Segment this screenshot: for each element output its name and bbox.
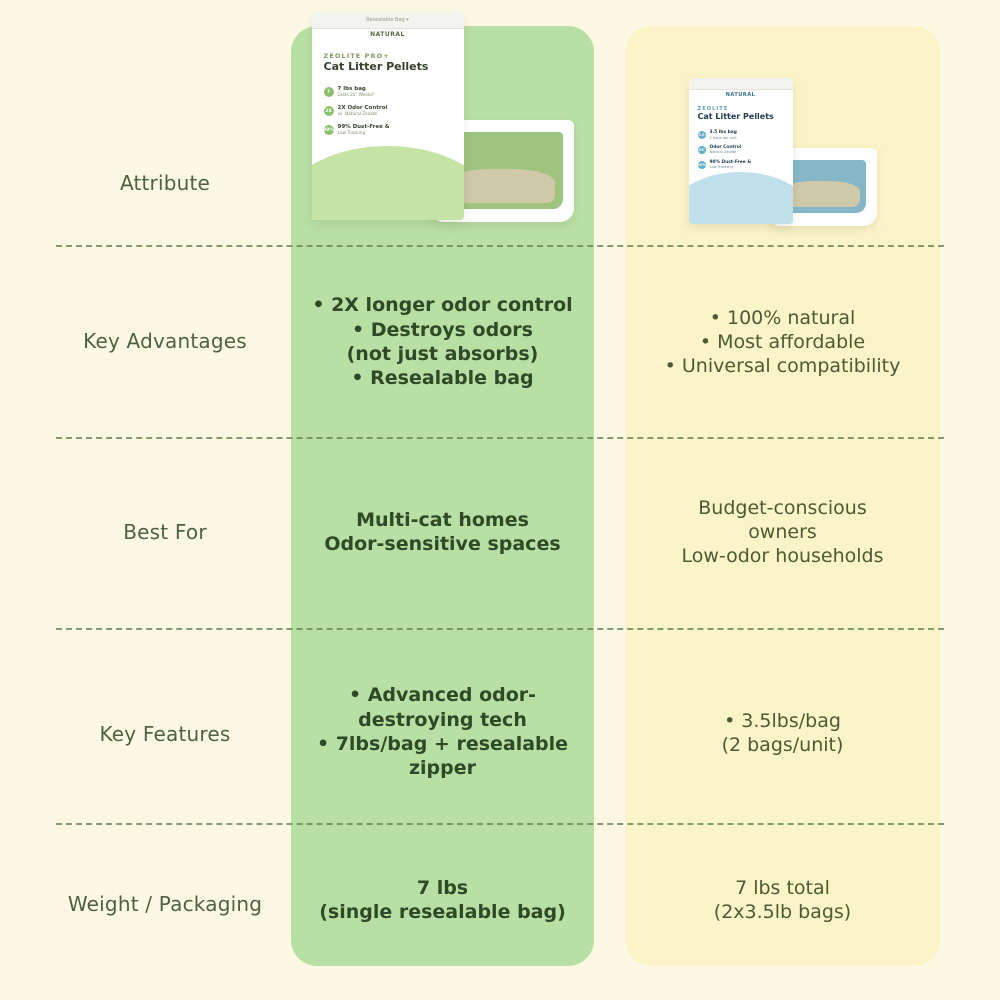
primary-advantage-line-4: • Resealable bag (351, 367, 534, 390)
bag-swoosh-green (312, 146, 464, 220)
bullet-title: 2X Odor Control (337, 105, 388, 112)
primary-bag-bullets (324, 86, 390, 137)
row-label-key-features: Key Features (99, 722, 231, 746)
resealable-tab-label: Resealable Bag ▾ (312, 12, 464, 29)
primary-feature-line-1: • Advanced odor- (348, 684, 537, 707)
row-label-best-for: Best For (123, 520, 207, 544)
badge-icon: 90% (697, 162, 706, 167)
secondary-bag-bullets (698, 130, 752, 170)
bullet-title: 7 lbs bag (337, 86, 366, 92)
product-name: Cat Litter Pellets (323, 60, 429, 73)
secondary-best-for-line-2: owners (748, 520, 817, 543)
bullet-title: 90% Dust-Free & (709, 159, 752, 165)
bag-swoosh-blue (689, 172, 793, 224)
bullet-sub: vs. Natural Zeolite (337, 112, 378, 118)
secondary-best-for (625, 486, 940, 578)
bag-bullet (698, 160, 752, 170)
secondary-bag-title-block (698, 106, 774, 121)
bullet-sub: Low Tracking (709, 165, 733, 170)
product-name: Cat Litter Pellets (697, 112, 774, 121)
bag-top-seal (689, 78, 793, 90)
litter-pellets (448, 169, 555, 203)
primary-advantage-line-1: • 2X longer odor control (312, 294, 573, 317)
brand-logo: NATURAL (370, 31, 405, 38)
secondary-best-for-line-1: Budget-conscious (698, 496, 867, 519)
row-label-attribute: Attribute (119, 171, 211, 195)
badge-icon: 99% (324, 125, 334, 135)
badge-icon: 2X (324, 106, 334, 116)
primary-key-advantages (291, 286, 594, 398)
brand-logo: NATURAL (725, 92, 756, 98)
secondary-feature-line-1: • 3.5lbs/bag (724, 709, 841, 732)
bag-bullet (698, 130, 752, 140)
primary-weight-line-2: (single resealable bag) (319, 901, 566, 923)
bullet-title: Odor Control (709, 144, 742, 150)
primary-weight-line-1: 7 lbs (416, 876, 469, 899)
primary-weight-packaging (291, 864, 594, 936)
secondary-key-advantages (625, 296, 940, 388)
litter-pellets (783, 181, 860, 207)
secondary-weight-line-2: (2x3.5lb bags) (713, 901, 852, 923)
secondary-advantage-line-3: • Universal compatibility (664, 355, 901, 378)
bag-bullet (698, 145, 752, 155)
row-label-weight-packaging: Weight / Packaging (67, 892, 263, 916)
primary-best-for-line-1: Multi-cat homes (356, 508, 529, 531)
secondary-key-features (625, 702, 940, 764)
bullet-title: 3.5 lbs bag (709, 130, 737, 135)
secondary-best-for-line-3: Low-odor households (681, 545, 884, 568)
product-tagline: ZEOLITE (697, 106, 729, 112)
primary-key-features (291, 676, 594, 788)
secondary-weight-line-1: 7 lbs total (735, 876, 830, 899)
bullet-title: 99% Dust-Free & (337, 124, 390, 131)
bag-bullet (324, 86, 390, 98)
product-tagline: ZEOLITE PRO+ (323, 52, 390, 60)
primary-product-bag (312, 12, 464, 220)
secondary-product-bag (689, 78, 793, 224)
badge-icon: OC (698, 147, 705, 152)
bag-bullet (324, 124, 390, 136)
primary-feature-line-4: zipper (408, 757, 477, 780)
primary-advantage-line-2: • Destroys odors (352, 318, 533, 341)
primary-advantage-line-3: (not just absorbs) (346, 343, 539, 365)
bullet-sub: 2 bags per unit (709, 135, 737, 140)
primary-feature-line-2: destroying tech (358, 708, 527, 731)
badge-icon: 3.5 (698, 133, 705, 137)
bag-bullet (324, 105, 390, 117)
badge-icon: 7 (324, 87, 334, 97)
bullet-sub: Natural Zeolite (709, 150, 737, 155)
primary-bag-title-block (324, 52, 429, 73)
secondary-weight-packaging (625, 864, 940, 936)
secondary-feature-line-2: (2 bags/unit) (721, 734, 844, 756)
bullet-sub: Low Tracking (337, 131, 366, 137)
bullet-sub: Lasts 2x" Weeks* (337, 92, 375, 98)
secondary-advantage-line-1: • 100% natural (709, 306, 856, 329)
secondary-advantage-line-2: • Most affordable (699, 330, 866, 353)
primary-feature-line-3: • 7lbs/bag + resealable (316, 733, 569, 755)
row-label-key-advantages: Key Advantages (83, 329, 247, 353)
primary-best-for (291, 496, 594, 568)
primary-best-for-line-2: Odor-sensitive spaces (324, 533, 561, 555)
